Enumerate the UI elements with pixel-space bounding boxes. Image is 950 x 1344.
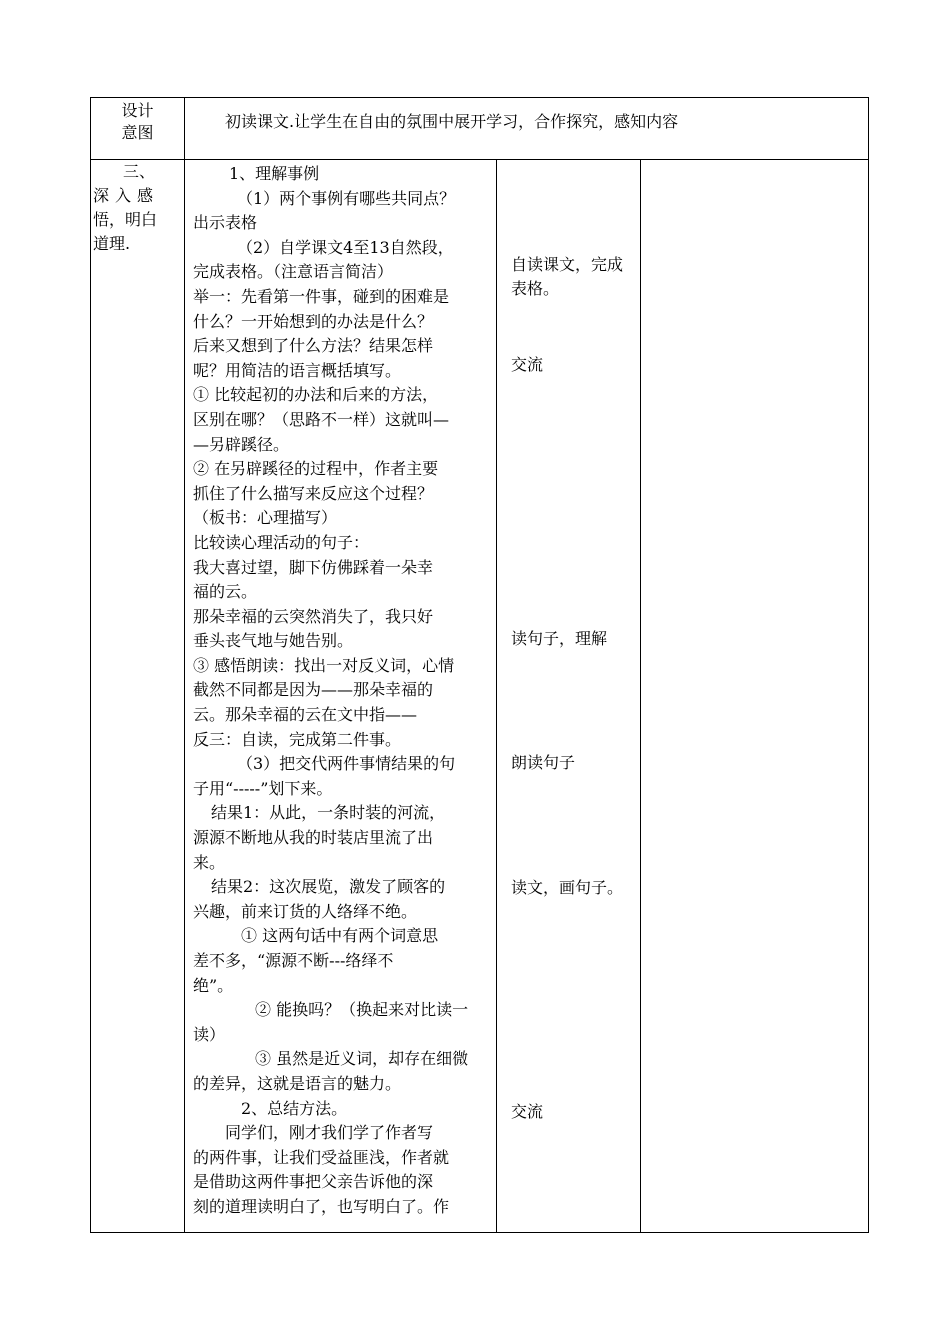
stage-label-cell [91,160,185,1233]
teacher-line: 的两件事，让我们受益匪浅，作者就 [193,1147,450,1167]
student-note: 交流 [511,355,544,374]
teacher-line: 子用“-----”划下来。 [193,778,333,798]
teacher-line: 福的云。 [193,582,258,602]
student-activity-cell [497,160,641,1233]
design-intent-label-cell [91,98,185,160]
student-note: 朗读句子 [511,753,576,772]
teacher-line: 结果2：这次展览，激发了顾客的 [211,877,446,897]
teacher-line: 举一：先看第一件事，碰到的困难是 [193,286,450,306]
teacher-line: 兴趣，前来订货的人络绎不绝。 [193,901,418,921]
stage-three-row [91,160,869,1233]
teacher-line: （1）两个事例有哪些共同点？ [237,188,456,208]
student-note: 读句子，理解 [511,629,608,648]
teacher-line: 什么？一开始想到的办法是什么？ [193,311,434,331]
teacher-line: ① 比较起初的办法和后来的方法， [193,385,439,405]
teacher-line: 我大喜过望，脚下仿佛踩着一朵幸 [193,557,434,577]
teacher-line: ③ 感悟朗读：找出一对反义词，心情 [193,655,455,675]
stage-title-line1: 深入感 [93,186,160,205]
teacher-line: 刻的道理读明白了，也写明白了。作 [193,1196,450,1216]
teacher-line: 云。那朵幸福的云在文中指—— [193,705,418,725]
teacher-line: （板书：心理描写） [193,508,338,528]
teacher-line: 呢？用简洁的语言概括填写。 [193,360,402,380]
teacher-line: 完成表格。（注意语言简洁） [193,262,394,282]
stage-title-line2: 悟，明白 [93,210,158,229]
teacher-line: 1、理解事例 [229,164,320,183]
teacher-line: 比较读心理活动的句子： [193,532,370,552]
teacher-line: 结果1：从此，一条时装的河流， [211,803,446,823]
design-intent-label-line1: 设计 [121,101,154,120]
lesson-plan-table [90,97,869,1233]
stage-number: 三、 [123,162,156,181]
student-note: 交流 [511,1102,544,1121]
teacher-line: 区别在哪？（思路不一样）这就叫— [193,409,450,429]
teacher-line: （3）把交代两件事情结果的句 [237,754,456,774]
teacher-line: 反三：自读，完成第二件事。 [193,729,402,749]
teacher-line: ② 在另辟蹊径的过程中，作者主要 [193,459,439,479]
teacher-line: （2）自学课文4至13自然段， [237,237,454,257]
teacher-line: 抓住了什么描写来反应这个过程？ [193,483,434,503]
empty-notes-cell [641,160,869,1233]
teacher-line: ① 这两句话中有两个词意思 [241,926,439,946]
teacher-line: 差不多，“源源不断---络绎不 [193,951,394,970]
teacher-line: 出示表格 [193,213,258,233]
student-note: 自读课文，完成 [511,255,624,274]
teacher-activity-cell [185,160,497,1233]
student-note: 读文，画句子。 [511,878,624,897]
teacher-line: 源源不断地从我的时装店里流了出 [193,828,434,848]
teacher-line: 来。 [193,852,226,872]
design-intent-text: 初读课文.让学生在自由的氛围中展开学习，合作探究，感知内容 [185,98,869,160]
teacher-line: 绝”。 [193,975,234,995]
design-intent-label-line2: 意图 [121,123,154,142]
stage-title-line3: 道理. [93,234,131,253]
teacher-line: 截然不同都是因为——那朵幸福的 [193,680,434,700]
teacher-line: 垂头丧气地与她告别。 [193,631,354,651]
student-note: 表格。 [511,279,560,298]
teacher-line: 同学们，刚才我们学了作者写 [225,1123,434,1143]
teacher-line: 的差异，这就是语言的魅力。 [193,1073,402,1093]
teacher-line: 2、总结方法。 [241,1098,348,1118]
teacher-line: ② 能换吗？（换起来对比读一 [255,1000,469,1020]
teacher-line: 后来又想到了什么方法？结果怎样 [193,336,434,356]
teacher-line: 读） [193,1024,226,1044]
teacher-line: 是借助这两件事把父亲告诉他的深 [193,1172,434,1192]
teacher-line: —另辟蹊径。 [193,434,290,454]
teacher-line: 那朵幸福的云突然消失了，我只好 [193,606,434,626]
teacher-line: ③ 虽然是近义词，却存在细微 [255,1049,469,1069]
design-intent-row [91,98,869,160]
